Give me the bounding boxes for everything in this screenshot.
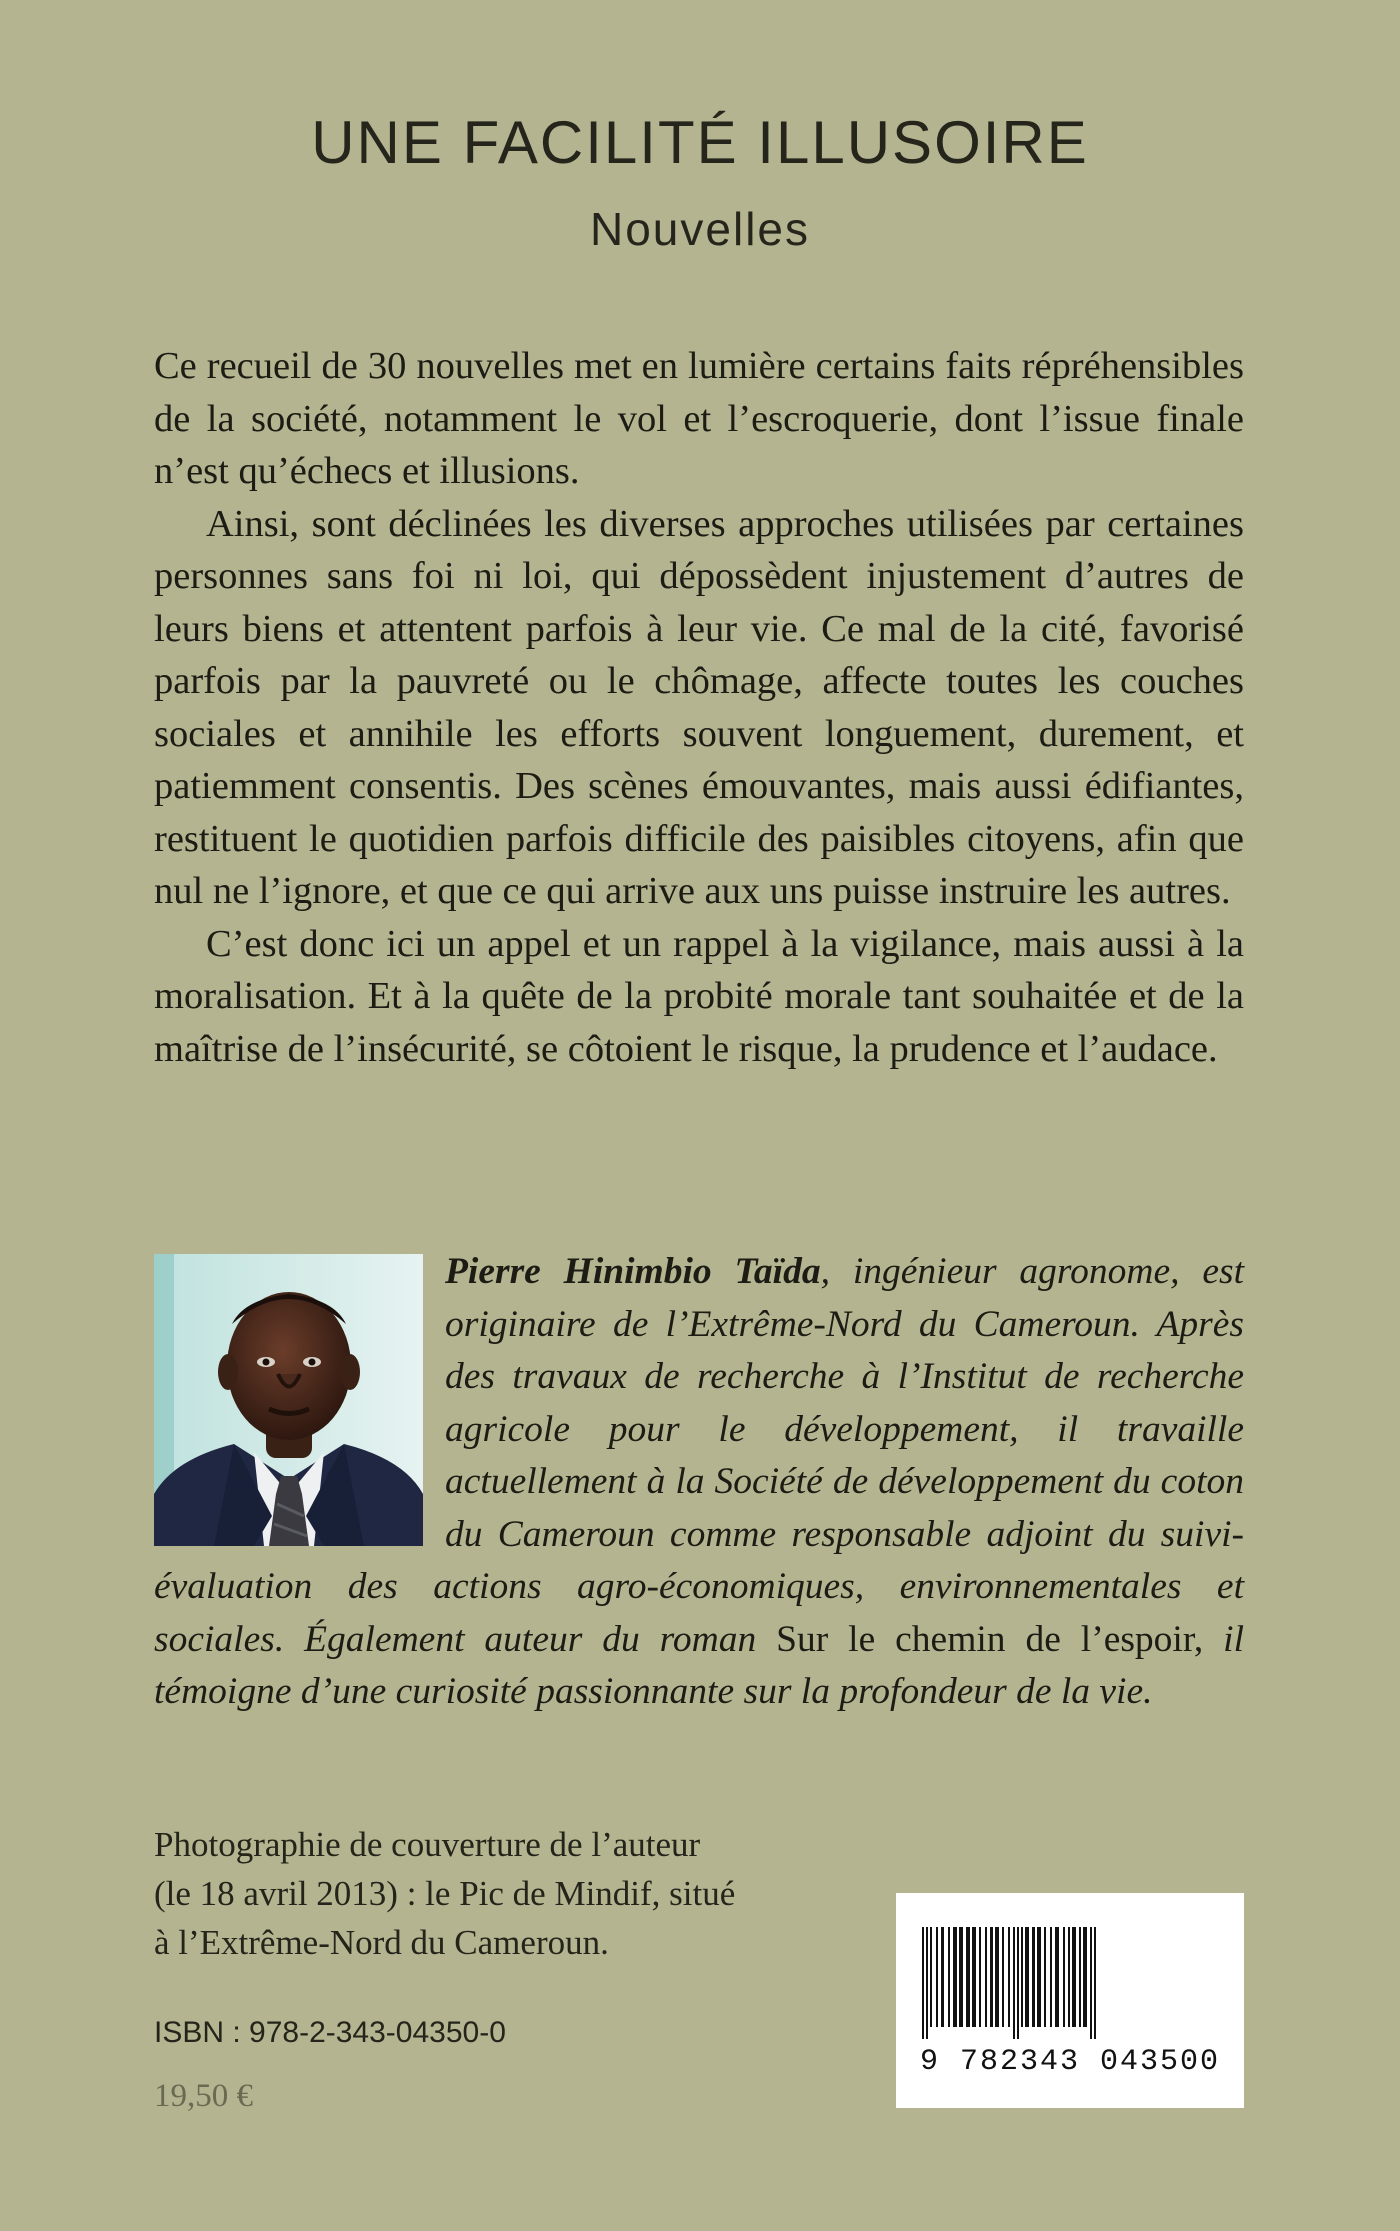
barcode-bar: [1021, 1927, 1023, 2027]
barcode-bar: [1013, 1927, 1015, 2039]
author-bio-text-end: il témoigne d’une curiosité passionnante sur la profondeur de la vie.: [154, 1618, 1244, 1712]
barcode-bar: [1068, 1927, 1070, 2027]
barcode-bar: [979, 1927, 981, 2027]
author-portrait: [154, 1254, 423, 1546]
barcode-bar: [930, 1927, 932, 2027]
photo-credit-line: Photographie de couverture de l’auteur: [154, 1825, 701, 1864]
barcode-bar: [1017, 1927, 1019, 2039]
barcode-bar: [990, 1927, 993, 2027]
barcode-bar: [1094, 1927, 1096, 2039]
barcode-bar: [985, 1927, 987, 2027]
barcode-bar: [1002, 1927, 1004, 2027]
barcode-digits: 9 782343 043500: [919, 2045, 1221, 2079]
barcode-bar: [966, 1927, 970, 2027]
author-name: Pierre Hinimbio Taïda: [445, 1251, 821, 1292]
barcode-bar: [1079, 1927, 1081, 2027]
barcode-bar: [995, 1927, 999, 2027]
barcode-bar: [1063, 1927, 1065, 2027]
barcode-bar: [1044, 1927, 1046, 2027]
barcode-bar: [936, 1927, 938, 2027]
book-title: UNE FACILITÉ ILLUSOIRE: [311, 109, 1089, 176]
barcode-bar: [1008, 1927, 1010, 2027]
barcode-bar: [1055, 1927, 1059, 2027]
barcode-bar: [1037, 1927, 1041, 2027]
barcode: [896, 1893, 1244, 2108]
author-bio-text: , ingénieur agronome, est originaire de l’Extrême-Nord du Cameroun. Après des travaux de recherche à l’Institut de recherche agricole pour le développement, il travaille actuellement à la Société de développement du coton du Cameroun comme responsable adjoint du suivi-évaluation des actions agro-économiques, environnementales et sociales. Également auteur du roman: [154, 1251, 1244, 1660]
barcode-bar: [1072, 1927, 1076, 2027]
photo-credit-line: à l’Extrême-Nord du Cameroun.: [154, 1923, 609, 1962]
photo-credit: [154, 1820, 814, 1967]
barcode-bar: [1083, 1927, 1087, 2027]
barcode-bar: [1050, 1927, 1052, 2027]
photo-credit-line: (le 18 avril 2013) : le Pic de Mindif, situé: [154, 1874, 736, 1913]
barcode-bar: [1025, 1927, 1029, 2027]
barcode-bar: [1032, 1927, 1035, 2027]
isbn: ISBN : 978-2-343-04350-0: [154, 2016, 506, 2049]
other-book-title: Sur le chemin de l’espoir,: [776, 1618, 1204, 1660]
barcode-bar: [953, 1927, 957, 2027]
price: 19,50 €: [154, 2078, 253, 2114]
barcode-bars: [918, 1927, 1222, 2039]
book-subtitle: Nouvelles: [590, 203, 810, 255]
barcode-bar: [959, 1927, 963, 2027]
back-cover-blurb: [154, 340, 1244, 1075]
barcode-bar: [972, 1927, 976, 2027]
barcode-bar: [1090, 1927, 1092, 2039]
author-bio: [154, 1246, 1244, 1719]
barcode-bar: [926, 1927, 928, 2039]
blurb-paragraph: Ainsi, sont déclinées les diverses approches utilisées par certaines personnes sans foi ni loi, qui dépossèdent injustement d’autres de leurs biens et attentent parfois à leur vie. Ce mal de la cité, favorisé parfois par la pauvreté ou le chômage, affecte toutes les couches sociales et annihile les efforts souvent longuement, durement, et patiemment consentis. Des scènes émouvantes, mais aussi édifiantes, restituent le quotidien parfois difficile des paisibles citoyens, afin que nul ne l’ignore, et que ce qui arrive aux uns puisse instruire les autres.: [154, 502, 1244, 912]
blurb-paragraph: C’est donc ici un appel et un rappel à la vigilance, mais aussi à la moralisation. Et à la quête de la probité morale tant souhaitée et de la maîtrise de l’insécurité, se côtoient le risque, la prudence et l’audace.: [154, 922, 1244, 1070]
barcode-bar: [941, 1927, 944, 2027]
barcode-bar: [922, 1927, 924, 2039]
blurb-paragraph: Ce recueil de 30 nouvelles met en lumière certains faits répréhensibles de la société, notamment le vol et l’escroquerie, dont l’issue finale n’est qu’échecs et illusions.: [154, 345, 1244, 492]
barcode-bar: [948, 1927, 950, 2027]
